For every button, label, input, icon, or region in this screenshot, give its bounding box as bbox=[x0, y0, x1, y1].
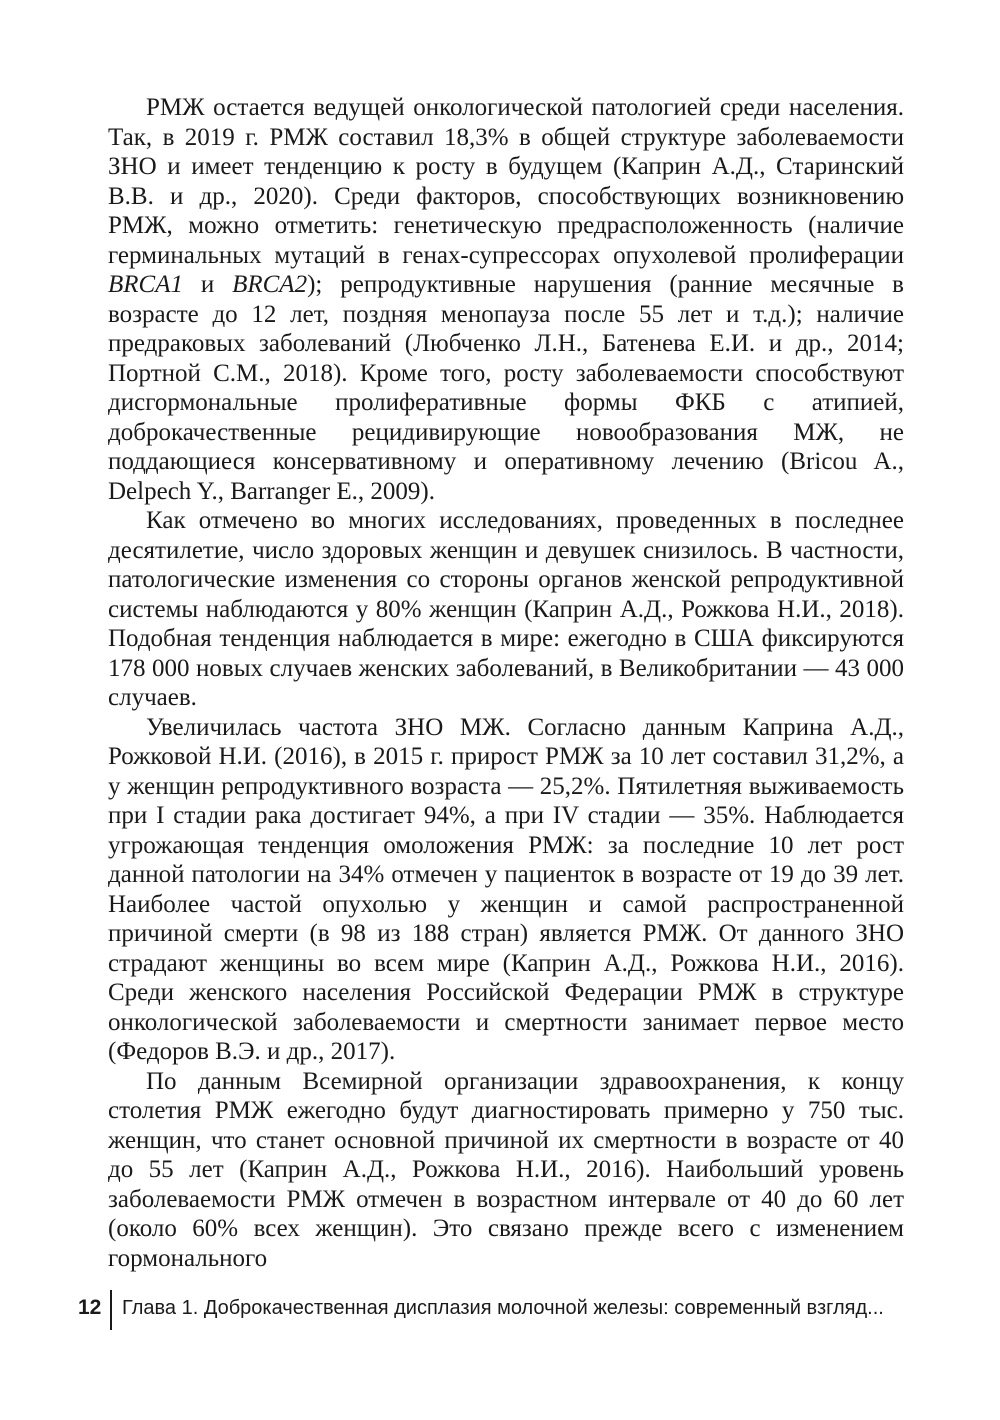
page-number: 12 bbox=[78, 1296, 102, 1319]
paragraph: Увеличилась частота ЗНО МЖ. Согласно данным Каприна А.Д., Рожковой Н.И. (2016), в 2015 г. прирост РМЖ за 10 лет составил 31,2%, а у женщин репродуктивного возраста — 25,2%. Пятилетняя выживаемость при I стадии рака достигает 94%, а при IV стадии — 35%. Наблюдается угрожающая тенденция омоложения РМЖ: за последние 10 лет рост данной патологии на 34% отмечен у пациенток в возрасте от 19 до 39 лет. Наиболее частой опухолью у женщин и самой распространенной причиной смерти (в 98 из 188 стран) является РМЖ. От данного ЗНО страдают женщины во всем мире (Каприн А.Д., Рожкова Н.И., 2016). Среди женского населения Российской Федерации РМЖ в структуре онкологической заболеваемости и смертности занимает первое место (Федоров В.Э. и др., 2017). bbox=[108, 713, 904, 1065]
paragraph: По данным Всемирной организации здравоохранения, к концу столетия РМЖ ежегодно будут диагностировать примерно у 750 тыс. женщин, что станет основной причиной их смертности в возрасте от 40 до 55 лет (Каприн А.Д., Рожкова Н.И., 2016). Наибольший уровень заболеваемости РМЖ отмечен в возрастном интервале от 40 до 60 лет (около 60% всех женщин). Это связано прежде всего с изменением гормонального bbox=[108, 1067, 904, 1272]
footer-divider bbox=[110, 1290, 112, 1330]
running-head: Глава 1. Доброкачественная дисплазия молочной железы: современный взгляд... bbox=[122, 1297, 884, 1319]
page-footer bbox=[78, 1290, 938, 1330]
paragraph: Как отмечено во многих исследованиях, проведенных в последнее десятилетие, число здоровых женщин и девушек снизилось. В частности, патологические изменения со стороны органов женской репродуктивной системы наблюдаются у 80% женщин (Каприн А.Д., Рожкова Н.И., 2018). Подобная тенденция наблюдается в мире: ежегодно в США фиксируются 178 000 новых случаев женских заболеваний, в Великобритании — 43 000 случаев. bbox=[108, 507, 904, 711]
body-text bbox=[108, 93, 904, 1273]
paragraph: РМЖ остается ведущей онкологической патологией среди населения. Так, в 2019 г. РМЖ составил 18,3% в общей структуре заболеваемости ЗНО и имеет тенденцию к росту в будущем (Каприн А.Д., Старинский В.В. и др., 2020). Среди факторов, способствующих возникновению РМЖ, можно отметить: генетическую предрасположенность (наличие герминальных мутаций в генах-супрессорах опухолевой пролиферации BRCA1 и BRCA2); репродуктивные нарушения (ранние месячные в возрасте до 12 лет, поздняя менопауза после 55 лет и т.д.); наличие предраковых заболеваний (Любченко Л.Н., Батенева Е.И. и др., 2014; Портной С.М., 2018). Кроме того, росту заболеваемости способствуют дисгормональные пролиферативные формы ФКБ с атипией, доброкачественные рецидивирующие новообразования МЖ, не поддающиеся консервативному и оперативному лечению (Bricou A., Delpech Y., Barranger E., 2009). bbox=[108, 94, 904, 505]
